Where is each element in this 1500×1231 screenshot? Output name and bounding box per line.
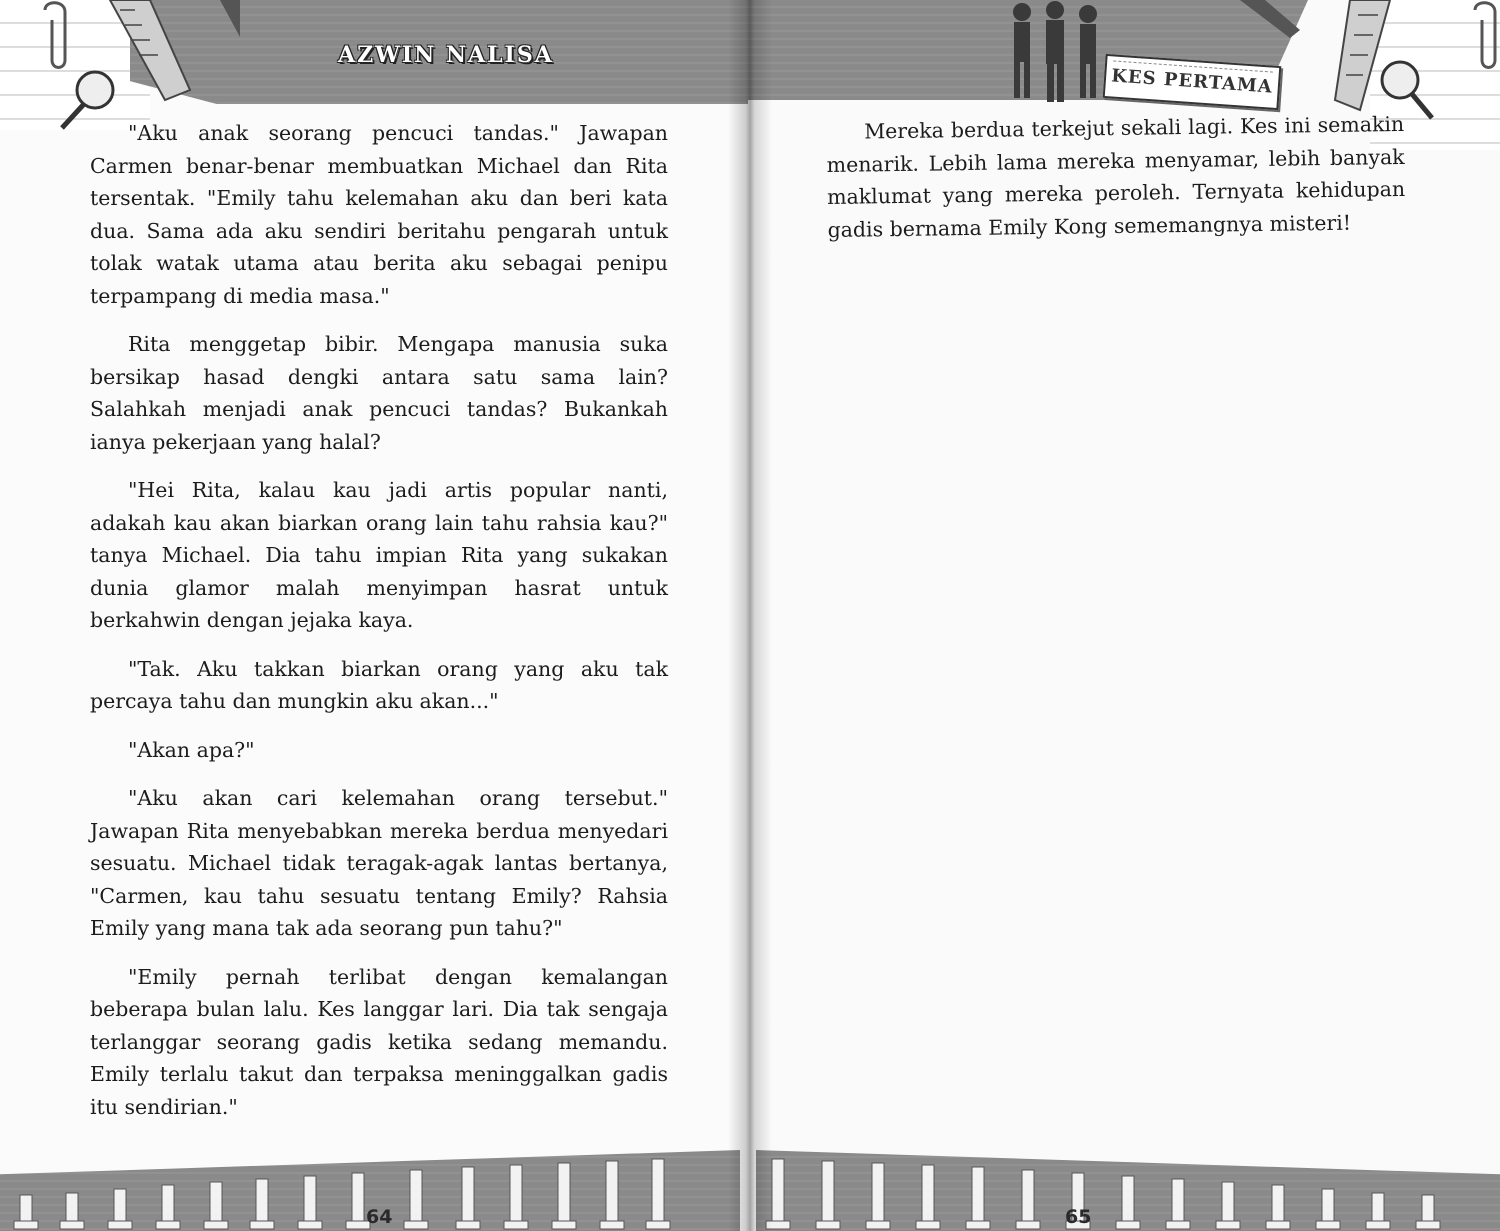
paragraph: "Aku anak seorang pencuci tandas." Jawapan Carmen benar-benar membuatkan Michael dan Rita tersentak. "Emily tahu kelemahan aku dan beri kata dua. Sama ada aku sendiri beritahu pengarah untuk tolak watak utama atau berita aku sebagai penipu terpampang di media masa." <box>90 121 668 308</box>
paragraph: "Hei Rita, kalau kau jadi artis popular nanti, adakah kau akan biarkan orang lain tahu rahsia kau?" tanya Michael. Dia tahu impian Rita yang sukakan dunia glamor malah menyimpan hasrat untuk berkahwin dengan jejaka kaya. <box>90 478 668 632</box>
paragraph: "Tak. Aku takkan biarkan orang yang aku tak percaya tahu dan mungkin aku akan..." <box>90 656 668 713</box>
paragraph: "Emily pernah terlibat dengan kemalangan beberapa bulan lalu. Kes langgar lari. Dia tak sengaja terlanggar seorang gadis ketika sedang memandu. Emily terlalu takut dan terpaksa meninggalkan gadis itu sendirian." <box>90 964 668 1119</box>
page-number: 64 <box>366 1206 393 1228</box>
page-number: 65 <box>1065 1206 1092 1228</box>
book-gutter <box>728 0 772 1231</box>
right-page-text <box>826 108 1406 262</box>
paragraph: "Akan apa?" <box>128 737 255 762</box>
paragraph: Rita menggetap bibir. Mengapa manusia suka bersikap hasad dengki antara satu sama lain? Salahkah menjadi anak pencuci tandas? Bukankah ianya pekerjaan yang halal? <box>90 332 668 454</box>
paragraph: "Aku akan cari kelemahan orang tersebut." Jawapan Rita menyebabkan mereka berdua menyedari sesuatu. Michael tidak teragak-agak lantas bertanya, "Carmen, kau tahu sesuatu tentang Emily? Rahsia Emily yang mana tak ada seorang pun tahu?" <box>90 786 668 940</box>
chapter-title: KES PERTAMA <box>1110 65 1274 98</box>
paragraph: Mereka berdua terkejut sekali lagi. Kes ini semakin menarik. Lebih lama mereka menyamar, lebih banyak maklumat yang mereka peroleh. Ternyata kehidupan gadis bernama Emily Kong sememangnya misteri! <box>826 111 1406 242</box>
left-page-text <box>90 117 668 1139</box>
left-page <box>0 0 748 1231</box>
author-name: AZWIN NALISA <box>338 42 554 68</box>
ruler-ticks-decoration <box>762 1155 1492 1231</box>
characters-illustration <box>1000 0 1110 106</box>
stationery-illustration <box>40 0 240 130</box>
